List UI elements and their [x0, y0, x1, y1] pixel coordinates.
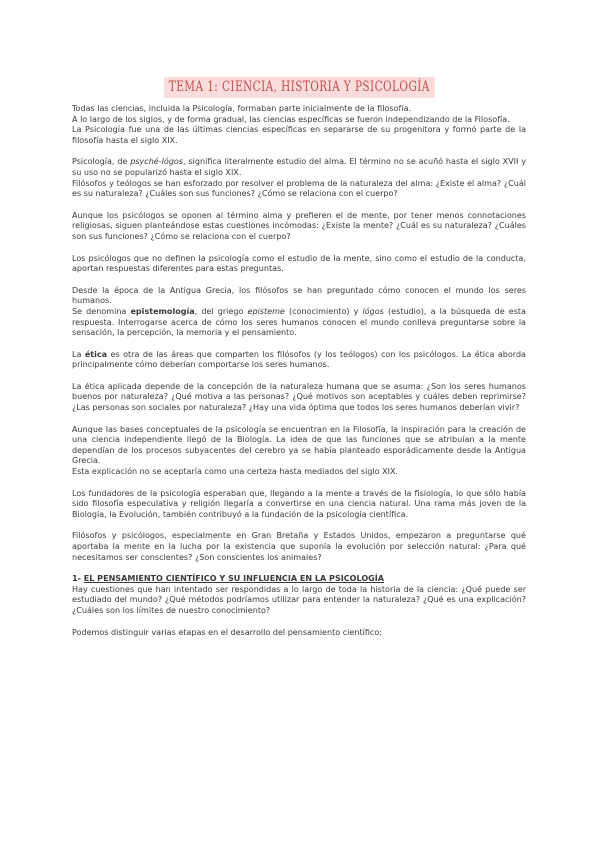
paragraph: Aunque los psicólogos se oponen al término alma y prefieren el de mente, por tener menos connotaciones religiosas, siguen planteándose estas cuestiones incómodas: ¿Existe la mente? ¿Cuál es su naturaleza? ¿Cuáles son sus funciones? ¿Cómo se relaciona con el cuerpo?	[72, 210, 526, 241]
paragraph: Psicología, de psyché-lógos, significa literalmente estudio del alma. El término no se acuñó hasta el siglo XVII y su uso no se popularizó hasta el siglo XIX.	[72, 157, 526, 177]
emphasis-term: episteme	[247, 306, 285, 316]
paragraph: Los psicólogos que no definen la psicología como el estudio de la mente, sino como el estudio de la conducta, aportan respuestas diferentes para estas preguntas.	[72, 253, 526, 274]
paragraph: Todas las ciencias, incluida la Psicología, formaban parte inicialmente de la filosofía.	[72, 104, 412, 113]
paragraph: La ética aplicada depende de la concepción de la naturaleza humana que se asuma: ¿Son los seres humanos buenos por naturaleza? ¿Qué motiva a las personas? ¿Qué motivos son aceptables y cuáles deben reprimirse? ¿Las personas son sociales por naturaleza? ¿Hay una vida óptima que todos los seres humanos deberían vivir?	[72, 381, 526, 413]
paragraph: Esta explicación no se aceptaría como una certeza hasta mediados del siglo XIX.	[72, 467, 399, 477]
paragraph: Se denomina epistemología, del griego episteme (conocimiento) y lógos (estudio), a la búsqueda de esta respuesta. Interrogarse acerca de cómo los seres humanos conocen el mundo conlleva preguntarse sobre la sensación, la percepción, la memoria y el pensamiento.	[72, 306, 526, 338]
paragraph: La Psicología fue una de las últimas ciencias específicas en separarse de su progenitora y formó parte de la filosofía hasta el siglo XIX.	[72, 125, 526, 145]
bold-term: epistemología	[130, 306, 195, 316]
paragraph: Los fundadores de la psicología esperaban que, llegando a la mente a través de la fisiología, lo que sólo había sido filosofía especulativa y religión llegaría a convertirse en una ciencia natural. Una rama más joven de la Biología, la Evolución, también contribuyó a la fundación de la psicología científica.	[72, 488, 526, 519]
paragraph: Filósofos y psicólogos, especialmente en Gran Bretaña y Estados Unidos, empezaron a preguntarse qué aportaba la mente en la lucha por la existencia que suponía la evolución por selección natural: ¿Para qué necesitamos ser conscientes? ¿Son conscientes los animales?	[72, 531, 526, 562]
paragraph: Filósofos y teólogos se han esforzado por resolver el problema de la naturaleza del alma: ¿Existe el alma? ¿Cuál es su naturaleza? ¿Cuáles son sus funciones? ¿Cómo se relaciona con el cuerpo?	[72, 178, 526, 199]
emphasis-term: psyché-lógos	[130, 157, 184, 167]
section-heading: 1- EL PENSAMIENTO CIENTÍFICO Y SU INFLUENCIA EN LA PSICOLOGÍA	[72, 574, 384, 584]
bold-term: ética	[84, 349, 108, 359]
document-page	[72, 76, 526, 649]
title-wrap	[72, 76, 526, 98]
emphasis-term: lógos	[362, 306, 384, 316]
paragraph: Aunque las bases conceptuales de la psicología se encuentran en la Filosofía, la inspiración para la creación de una ciencia independiente llegó de la Biología. La idea de que las funciones que se atribuían a la mente dependían de los procesos subyacentes del cerebro ya se había planteado esporádicamente desde la Antigua Grecia.	[72, 424, 526, 466]
page-title: TEMA 1: CIENCIA, HISTORIA Y PSICOLOGÍA	[164, 77, 434, 98]
paragraph: Hay cuestiones que han intentado ser respondidas a lo largo de toda la historia de la ciencia: ¿Qué puede ser estudiado del mundo? ¿Qué métodos podríamos utilizar para entender la naturaleza? ¿Qué es una explicación? ¿Cuáles son los límites de nuestro conocimiento?	[72, 584, 526, 615]
paragraph: A lo largo de los siglos, y de forma gradual, las ciencias específicas se fueron independizando de la Filosofía.	[72, 114, 510, 124]
paragraph: Podemos distinguir varias etapas en el desarrollo del pensamiento científico:	[72, 627, 382, 637]
paragraph: Desde la época de la Antigua Grecia, los filósofos se han preguntado cómo conocen el mundo los seres humanos.	[72, 285, 526, 306]
paragraph: La ética es otra de las áreas que comparten los filósofos (y los teólogos) con los psicólogos. La ética aborda principalmente cómo deberían comportarse los seres humanos.	[72, 349, 526, 370]
